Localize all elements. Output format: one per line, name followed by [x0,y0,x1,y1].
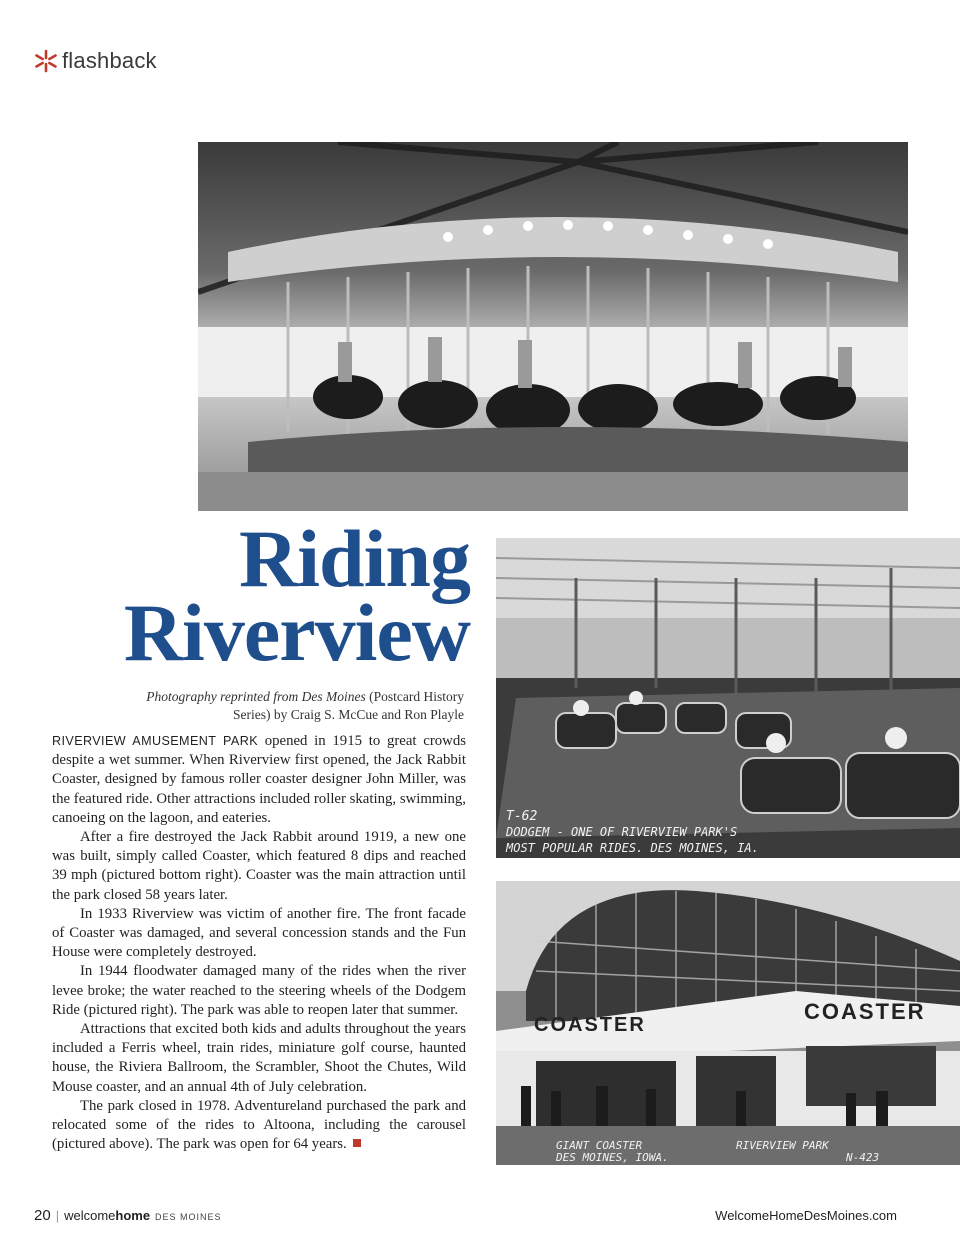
coaster-photo [496,881,960,1165]
dodgem-caption-3: MOST POPULAR RIDES. DES MOINES, IA. [506,841,759,855]
credit-source: Des Moines [301,689,366,704]
dodgem-photo [496,538,960,858]
paragraph-1 [52,732,466,828]
divider-icon: | [55,1208,60,1223]
footer-website[interactable]: WelcomeHomeDesMoines.com [715,1208,897,1223]
coaster-caption-2: DES MOINES, IOWA. [556,1151,669,1164]
brand-city: DES MOINES [155,1212,222,1222]
paragraph-5: Attractions that excited both kids and adults throughout the years included a Ferris wheel, train rides, miniature golf course, haunted house, the Riviera Ballroom, the Scrambler, Shoot the Chutes, Wild Mouse coaster, and an annual 4th of July celebration. [52,1021,466,1095]
section-label: flashback [62,48,157,73]
coaster-caption-1: GIANT COASTER [556,1139,643,1152]
coaster-sign-right: COASTER [804,999,926,1024]
dodgem-caption-1: T-62 [506,809,538,824]
asterisk-icon [34,49,58,73]
paragraph-6-text: The park closed in 1978. Adventureland purchased the park and relocated some of the rides to Altoona, including the carousel (pictured above). The park was open for 64 years. [52,1097,466,1153]
title-line-1: Riding [239,513,470,604]
lead-in: RIVERVIEW AMUSEMENT PARK [52,734,258,748]
paragraph-6 [52,1097,466,1155]
brand-home: home [115,1208,151,1223]
end-mark-icon [353,1139,361,1147]
paragraph-2: After a fire destroyed the Jack Rabbit around 1919, a new one was built, simply called Coaster, which featured 8 dips and reached 39 mph (pictured bottom right). Coaster was the main attraction until the park closed 58 years later. [52,829,466,903]
credit-prefix: Photography reprinted from [146,689,299,704]
dodgem-caption-2: DODGEM - ONE OF RIVERVIEW PARK'S [506,825,738,839]
coaster-caption-3: RIVERVIEW PARK [736,1139,829,1152]
paragraph-1-text: opened in 1915 to great crowds despite a wet summer. When Riverview first opened, the Jack Rabbit Coaster, designed by famous roller coaster designer John Miller, was the featured ride. Other attractions included roller skating, swimming, canoeing on the lagoon, and eateries. [52,733,466,826]
paragraph-3: In 1933 Riverview was victim of another fire. The front facade of Coaster was damaged, and several concession stands and the Fun House were completely destroyed. [52,905,466,961]
article-title [123,513,470,678]
photo-credit [144,688,464,724]
brand-welcome: welcome [64,1208,116,1223]
section-tag [34,46,157,76]
credit-series: (Postcard History Series) by Craig S. McCue and Ron Playle [233,689,464,723]
paragraph-4: In 1944 floodwater damaged many of the rides when the river levee broke; the water reached to the steering wheels of the Dodgem Ride (pictured right). The park was able to reopen later that summer. [52,963,466,1018]
footer-folio [34,1207,222,1224]
page-number: 20 [34,1207,51,1224]
title-line-2: Riverview [123,586,470,678]
coaster-sign-left: COASTER [534,1014,646,1036]
coaster-caption-4: N-423 [846,1151,880,1164]
carousel-photo [198,142,908,511]
article-body [52,732,466,1154]
